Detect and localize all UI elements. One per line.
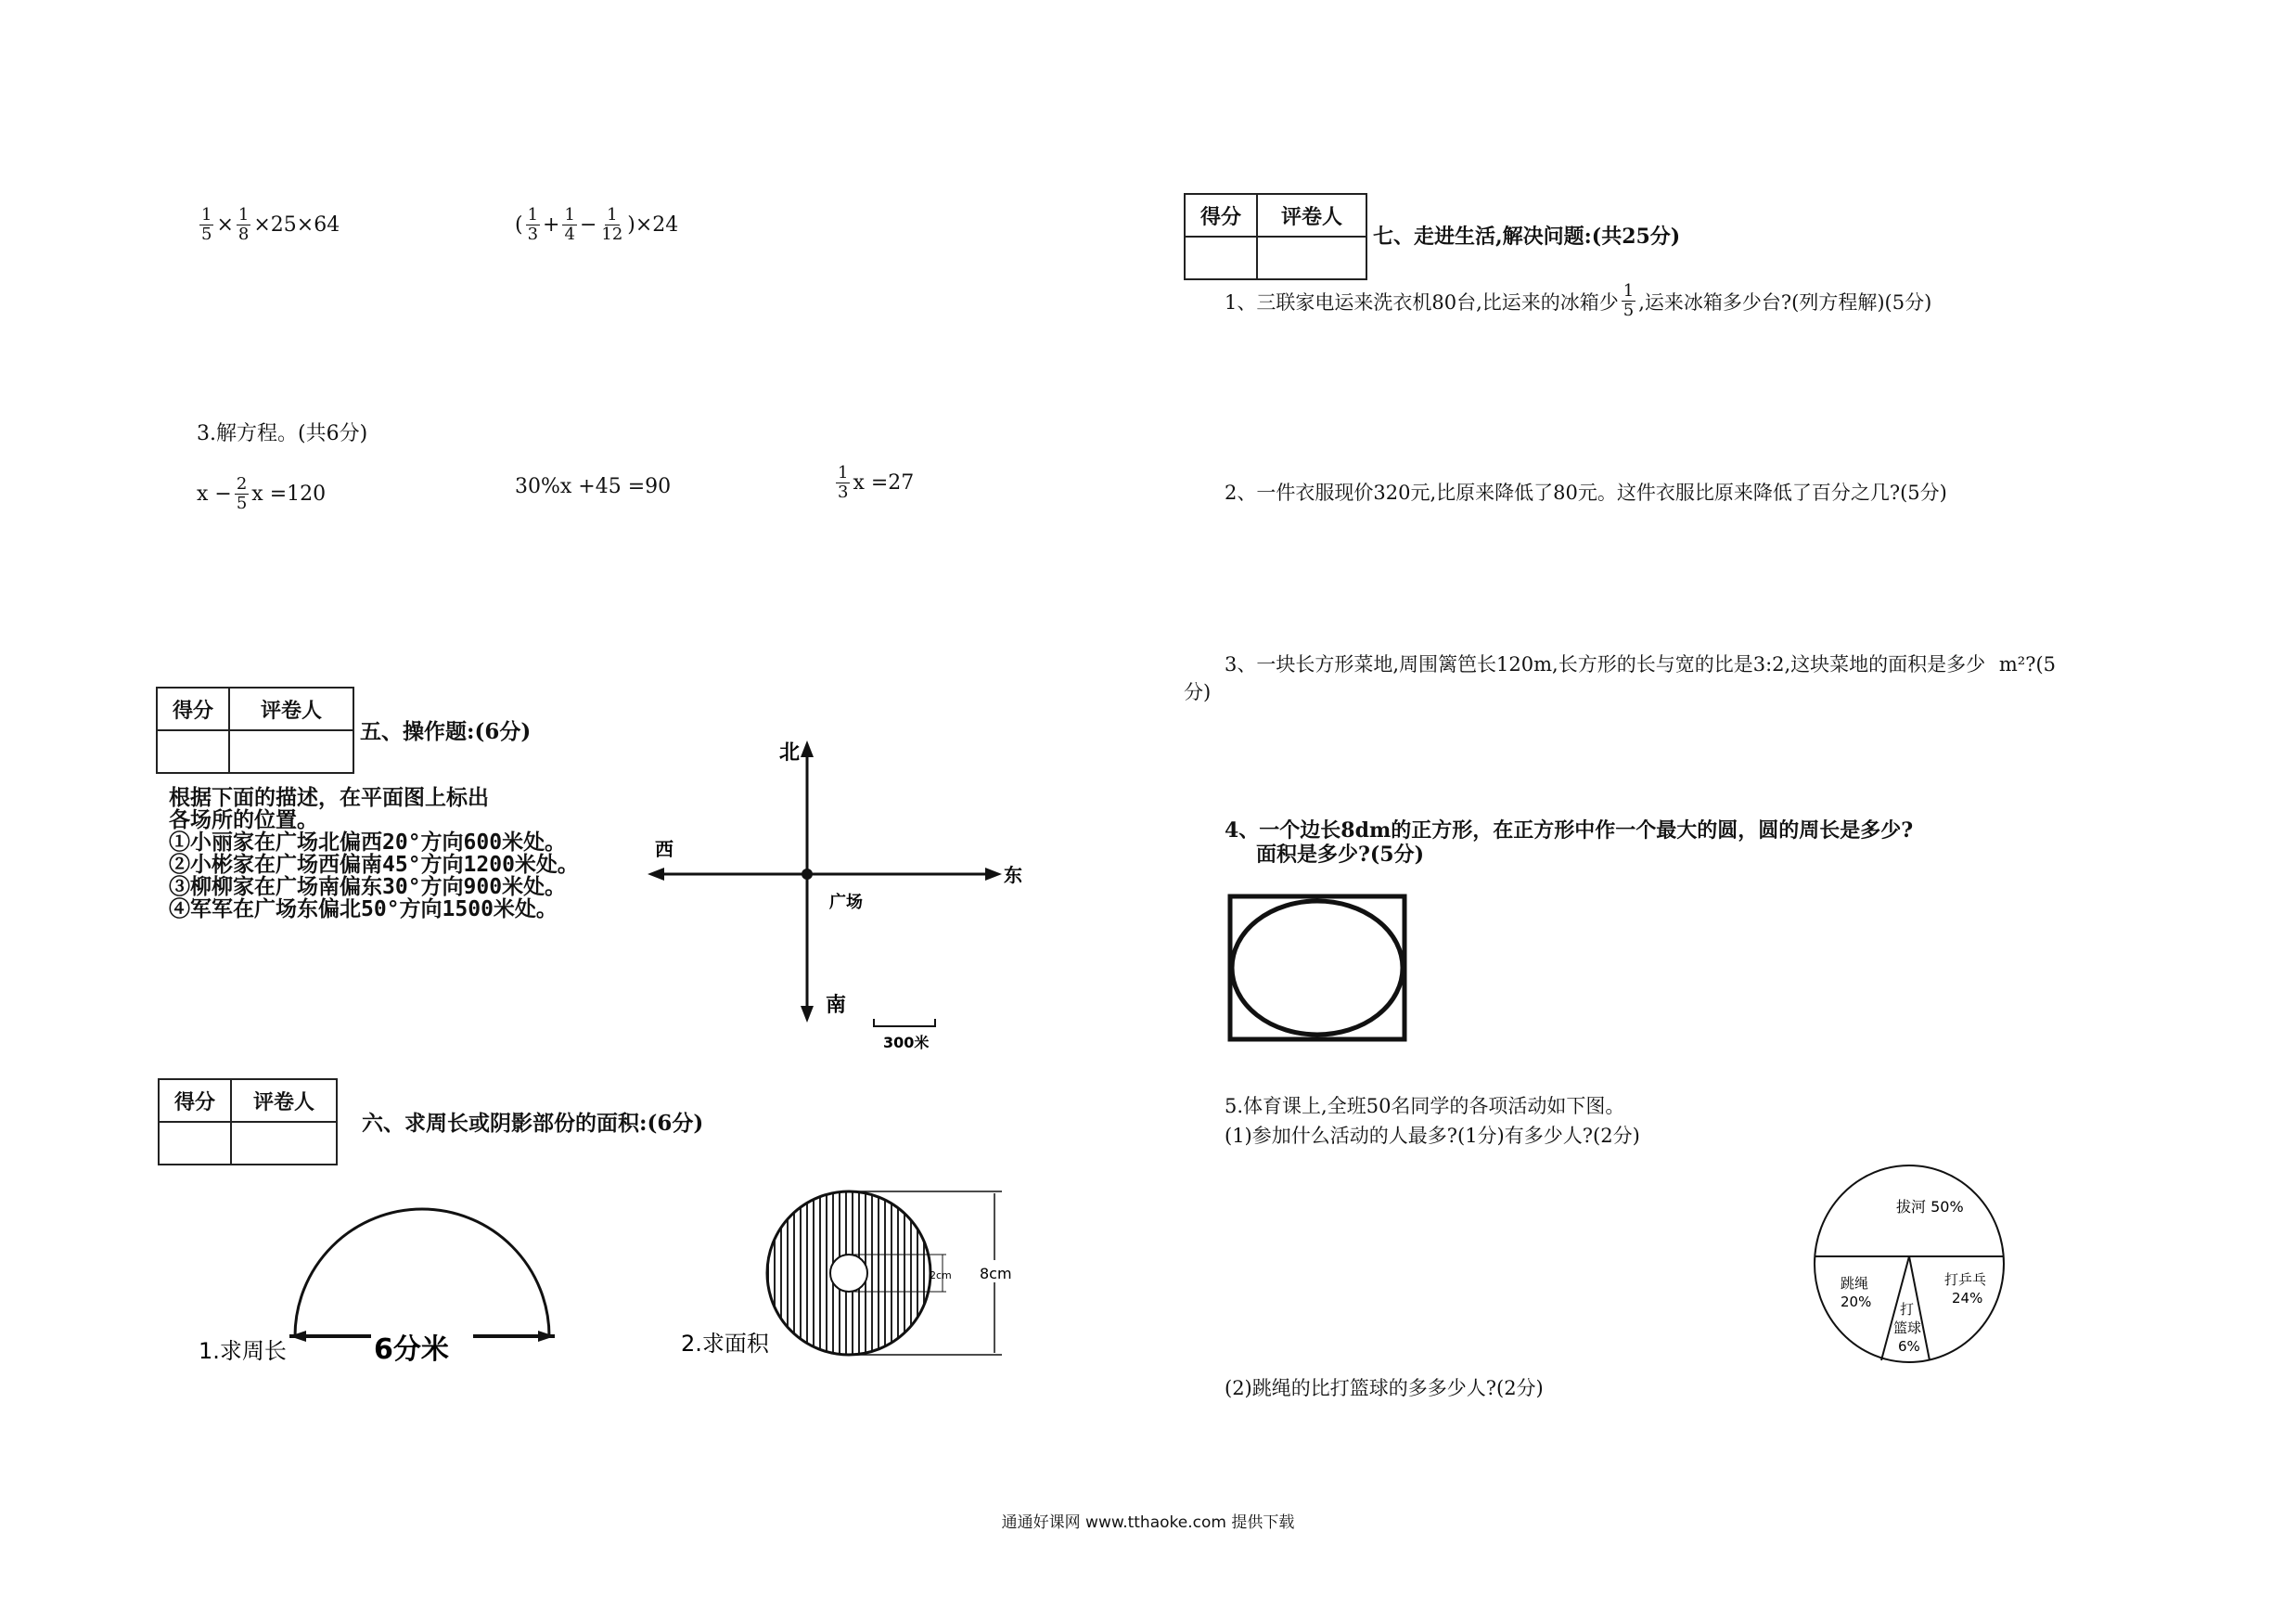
- slice-label-basket-2: 篮球: [1893, 1319, 1922, 1336]
- frac-numerator: 1: [237, 205, 250, 225]
- sec6-title: 六、求周长或阴影部份的面积:(6分): [362, 1111, 704, 1136]
- semicircle-arc: [295, 1209, 549, 1336]
- frac-numerator: 1: [564, 205, 575, 225]
- slice-value-pingpong: 24%: [1952, 1290, 1983, 1307]
- grader-cell[interactable]: [229, 730, 353, 773]
- grader-cell[interactable]: [231, 1122, 337, 1165]
- equation-2: 30%x +45 =90: [515, 475, 672, 498]
- question-3-cont: 分): [1184, 681, 1212, 703]
- slice-label-tug: 拔河 50%: [1896, 1198, 1964, 1216]
- frac-numerator: 1: [1623, 281, 1635, 301]
- paren-open: (: [515, 213, 523, 237]
- instruction-line: 各场所的位置。: [169, 808, 318, 832]
- ring-figure: [668, 1178, 1020, 1383]
- equation-suffix: x =27: [853, 471, 915, 495]
- frac-numerator: 1: [527, 205, 539, 225]
- calc-expression-2: [515, 206, 678, 244]
- score-header: 得分: [157, 688, 229, 730]
- slice-value-rope: 20%: [1841, 1294, 1872, 1310]
- frac-denominator: 5: [1623, 301, 1635, 320]
- question-5-2: (2)跳绳的比打篮球的多多少人?(2分): [1225, 1377, 1544, 1399]
- slice-value-basket: 6%: [1898, 1338, 1920, 1355]
- inner-dim-label: 2cm: [930, 1269, 952, 1281]
- score-header: 得分: [1185, 194, 1257, 237]
- frac-denominator: 5: [201, 225, 212, 244]
- fig2-label: 2.求面积: [681, 1331, 769, 1357]
- inscribed-circle: [1232, 901, 1403, 1035]
- sec5-title: 五、操作题:(6分): [360, 719, 532, 744]
- outer-dim-label: 8cm: [980, 1265, 1012, 1282]
- question-3: [1225, 650, 2056, 677]
- question-5-1: (1)参加什么活动的人最多?(1分)有多少人?(2分): [1225, 1125, 1640, 1147]
- west-label: 西: [655, 838, 673, 860]
- question-1: [1225, 282, 1931, 320]
- frac-denominator: 4: [564, 225, 575, 244]
- instruction-line: 根据下面的描述，在平面图上标出: [169, 786, 489, 810]
- score-table-sec5: [156, 687, 354, 774]
- scale-label: 300米: [883, 1034, 930, 1051]
- plaza-point: [802, 869, 813, 880]
- frac-numerator: 2: [236, 474, 248, 494]
- equations-title: 3.解方程。(共6分): [197, 422, 368, 445]
- plaza-label: 广场: [829, 893, 863, 912]
- west-arrow-icon: [648, 868, 664, 881]
- question-text: ,运来冰箱多少台?(列方程解)(5分): [1638, 290, 1932, 314]
- diameter-arrow-left-icon: [289, 1331, 306, 1342]
- operator: −: [579, 213, 597, 237]
- scale-bar: [874, 1019, 935, 1026]
- equation-1: [197, 475, 326, 513]
- question-text: 1、三联家电运来洗衣机80台,比运来的冰箱少: [1225, 290, 1619, 314]
- frac-numerator: 1: [838, 463, 849, 483]
- score-table-sec7: [1184, 193, 1367, 280]
- instruction-line: ④军军在广场东偏北50°方向1500米处。: [169, 897, 558, 921]
- score-cell[interactable]: [157, 730, 229, 773]
- score-table-sec6: [158, 1078, 338, 1165]
- outer-square: [1230, 896, 1405, 1039]
- compass-map: [640, 733, 1030, 1067]
- east-label: 东: [1004, 864, 1022, 886]
- frac-denominator: 3: [527, 225, 539, 244]
- north-label: 北: [779, 741, 801, 765]
- south-arrow-icon: [801, 1006, 814, 1023]
- fig1-label: 1.求周长: [199, 1338, 287, 1364]
- expression-tail: )×24: [627, 213, 679, 237]
- equation-prefix: x −: [197, 483, 232, 506]
- question-2: 2、一件衣服现价320元,比原来降低了80元。这件衣服比原来降低了百分之几?(5分): [1225, 482, 1947, 504]
- instruction-line: ①小丽家在广场北偏西20°方向600米处。: [169, 830, 567, 855]
- frac-denominator: 12: [601, 225, 623, 244]
- slice-label-basket-1: 打: [1900, 1301, 1915, 1318]
- grader-header: 评卷人: [1257, 194, 1366, 237]
- diameter-arrow-right-icon: [538, 1331, 555, 1342]
- score-header: 得分: [159, 1079, 231, 1122]
- frac-numerator: 1: [201, 205, 212, 225]
- grader-header: 评卷人: [229, 688, 353, 730]
- diameter-dim-label: 6分米: [374, 1333, 449, 1366]
- slice-label-pingpong: 打乒乓: [1944, 1271, 1987, 1288]
- semicircle-figure: [186, 1178, 575, 1383]
- sec5-instructions: [169, 787, 579, 920]
- grader-header: 评卷人: [231, 1079, 337, 1122]
- instruction-line: ③柳柳家在广场南偏东30°方向900米处。: [169, 875, 567, 899]
- operator: +: [543, 213, 560, 237]
- question-text: 3、一块长方形菜地,周围篱笆长120m,长方形的长与宽的比是3:2,这块菜地的面积是多少: [1225, 653, 1986, 676]
- score-cell[interactable]: [159, 1122, 231, 1165]
- question-5: 5.体育课上,全班50名同学的各项活动如下图。: [1225, 1095, 1625, 1117]
- north-arrow-icon: [801, 740, 814, 757]
- activity-pie-chart: [1807, 1160, 2011, 1373]
- inner-circle: [830, 1255, 867, 1292]
- slice-label-rope: 跳绳: [1841, 1275, 1869, 1292]
- instruction-line: ②小彬家在广场西偏南45°方向1200米处。: [169, 853, 579, 877]
- page-footer: 通通好课网 www.tthaoke.com 提供下载: [1001, 1513, 1295, 1532]
- frac-denominator: 3: [838, 483, 849, 502]
- question-4-cont: 面积是多少?(5分): [1256, 843, 1425, 867]
- frac-denominator: 5: [236, 494, 248, 513]
- south-label: 南: [826, 994, 847, 1017]
- expression-tail: ×25×64: [253, 213, 340, 237]
- square-circle-figure: [1225, 891, 1410, 1049]
- frac-numerator: 1: [607, 205, 618, 225]
- grader-cell[interactable]: [1257, 237, 1366, 279]
- operator: ×: [216, 213, 234, 237]
- question-4: 4、一个边长8dm的正方形，在正方形中作一个最大的圆，圆的周长是多少?: [1225, 818, 1914, 843]
- east-arrow-icon: [985, 868, 1002, 881]
- score-cell[interactable]: [1185, 237, 1257, 279]
- equation-suffix: x =120: [251, 483, 327, 506]
- equation-3: [833, 464, 914, 502]
- frac-denominator: 8: [237, 225, 250, 244]
- calc-expression-1: [197, 206, 340, 244]
- sec7-title: 七、走进生活,解决问题:(共25分): [1373, 225, 1681, 249]
- question-unit: m²?(5: [1998, 653, 2057, 676]
